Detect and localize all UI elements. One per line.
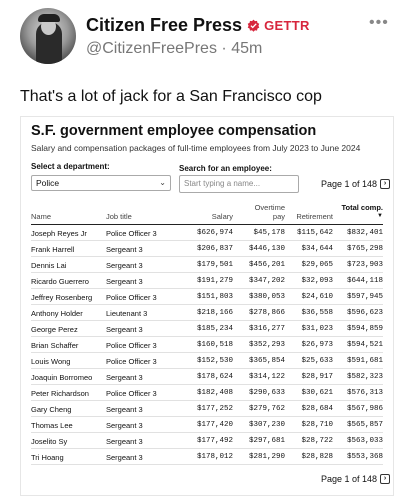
cell-overtime: $281,290: [248, 453, 285, 461]
chevron-right-icon[interactable]: ›: [380, 179, 390, 189]
post-header: [0, 0, 413, 80]
cell-salary: $177,252: [196, 405, 233, 413]
cell-name: Thomas Lee: [31, 421, 73, 430]
cell-retirement: $34,644: [301, 245, 333, 253]
separator: ·: [221, 40, 227, 57]
employee-search-input[interactable]: Start typing a name...: [179, 175, 299, 193]
card-title: S.F. government employee compensation: [31, 123, 317, 139]
cell-job-title: Lieutenant 3: [106, 309, 148, 318]
cell-name: Joseph Reyes Jr: [31, 229, 87, 238]
cell-overtime: $314,122: [248, 373, 285, 381]
platform-label: GETTR: [264, 18, 310, 33]
avatar[interactable]: [20, 8, 76, 64]
cell-total: $594,521: [346, 341, 383, 349]
cell-job-title: Police Officer 3: [106, 357, 157, 366]
cell-total: $597,945: [346, 293, 383, 301]
cell-job-title: Sergeant 3: [106, 373, 143, 382]
cell-total: $565,857: [346, 421, 383, 429]
cell-total: $594,859: [346, 325, 383, 333]
cell-retirement: $28,828: [301, 453, 333, 461]
cell-salary: $177,492: [196, 437, 233, 445]
cell-total: $576,313: [346, 389, 383, 397]
col-name-header[interactable]: Name: [31, 212, 52, 221]
post-text: That's a lot of jack for a San Francisco cop: [20, 88, 322, 105]
cell-overtime: $352,293: [248, 341, 285, 349]
cell-job-title: Sergeant 3: [106, 437, 143, 446]
col-total-header-label: Total comp.: [341, 203, 383, 212]
cell-name: Louis Wong: [31, 357, 71, 366]
table-row: [31, 321, 383, 337]
col-total-header[interactable]: [341, 203, 383, 221]
table-row: [31, 305, 383, 321]
display-name[interactable]: Citizen Free Press: [86, 15, 243, 35]
cell-salary: $160,518: [196, 341, 233, 349]
col-overtime-header-line2: pay: [272, 212, 285, 221]
cell-retirement: $28,917: [301, 373, 333, 381]
cell-overtime: $347,202: [248, 277, 285, 285]
table-header: [31, 201, 383, 225]
cell-job-title: Police Officer 3: [106, 293, 157, 302]
table-row: [31, 257, 383, 273]
table-row: [31, 289, 383, 305]
pager-text: Page 1 of 148: [321, 179, 378, 189]
embedded-image-card[interactable]: [20, 116, 394, 496]
cell-total: $832,401: [346, 229, 383, 237]
cell-job-title: Sergeant 3: [106, 261, 143, 270]
cell-total: $567,986: [346, 405, 383, 413]
cell-overtime: $456,201: [248, 261, 285, 269]
cell-job-title: Police Officer 3: [106, 229, 157, 238]
col-title-header[interactable]: Job title: [106, 212, 132, 221]
pager-bottom: [321, 474, 390, 484]
cell-job-title: Sergeant 3: [106, 277, 143, 286]
cell-total: $765,298: [346, 245, 383, 253]
cell-salary: $178,624: [196, 373, 233, 381]
cell-name: Gary Cheng: [31, 405, 72, 414]
department-select[interactable]: [31, 175, 171, 191]
cell-name: George Perez: [31, 325, 78, 334]
cell-name: Frank Harrell: [31, 245, 75, 254]
cell-overtime: $290,633: [248, 389, 285, 397]
cell-name: Tri Hoang: [31, 453, 64, 462]
cell-overtime: $278,866: [248, 309, 285, 317]
cell-retirement: $32,093: [301, 277, 333, 285]
cell-name: Joselito Sy: [31, 437, 68, 446]
compensation-table: [31, 201, 383, 465]
cell-name: Peter Richardson: [31, 389, 89, 398]
cell-overtime: $380,053: [248, 293, 285, 301]
cell-retirement: $25,633: [301, 357, 333, 365]
col-salary-header[interactable]: Salary: [211, 212, 233, 221]
handle-line: [86, 40, 262, 58]
card-subtitle: Salary and compensation packages of full-time employees from July 2023 to June 2024: [31, 143, 361, 153]
cell-total: $723,903: [346, 261, 383, 269]
table-row: [31, 225, 383, 241]
table-row: [31, 401, 383, 417]
handle[interactable]: @CitizenFreePres: [86, 40, 217, 57]
cell-retirement: $115,642: [296, 229, 333, 237]
cell-name: Brian Schaffer: [31, 341, 79, 350]
cell-salary: $178,012: [196, 453, 233, 461]
table-row: [31, 449, 383, 465]
cell-salary: $191,279: [196, 277, 233, 285]
cell-retirement: $28,710: [301, 421, 333, 429]
cell-job-title: Sergeant 3: [106, 453, 143, 462]
table-row: [31, 369, 383, 385]
pager-top: [321, 179, 390, 189]
cell-job-title: Sergeant 3: [106, 245, 143, 254]
cell-total: $582,323: [346, 373, 383, 381]
cell-overtime: $297,681: [248, 437, 285, 445]
cell-overtime: $45,178: [253, 229, 285, 237]
cell-name: Ricardo Guerrero: [31, 277, 89, 286]
cell-retirement: $29,065: [301, 261, 333, 269]
table-body: [31, 225, 383, 465]
table-row: [31, 385, 383, 401]
cell-retirement: $28,722: [301, 437, 333, 445]
table-row: [31, 353, 383, 369]
department-value: Police: [36, 178, 60, 188]
cell-total: $596,623: [346, 309, 383, 317]
col-retirement-header[interactable]: Retirement: [296, 212, 333, 221]
cell-total: $563,033: [346, 437, 383, 445]
search-label: Search for an employee:: [179, 164, 272, 173]
cell-name: Anthony Holder: [31, 309, 83, 318]
cell-salary: $218,166: [196, 309, 233, 317]
cell-retirement: $28,684: [301, 405, 333, 413]
post-age: 45m: [231, 40, 263, 57]
cell-overtime: $316,277: [248, 325, 285, 333]
cell-retirement: $31,023: [301, 325, 333, 333]
cell-overtime: $307,230: [248, 421, 285, 429]
table-row: [31, 433, 383, 449]
col-overtime-header-line1: Overtime: [254, 203, 285, 212]
avatar-hat: [38, 14, 60, 22]
pager-text-bottom: Page 1 of 148: [321, 474, 378, 484]
chevron-down-icon: ⌄: [159, 178, 166, 187]
cell-salary: $182,408: [196, 389, 233, 397]
cell-salary: $151,803: [196, 293, 233, 301]
verified-badge-icon: [247, 19, 260, 32]
table-row: [31, 241, 383, 257]
more-options-icon[interactable]: •••: [369, 14, 389, 31]
sort-down-icon: ▼: [377, 213, 383, 219]
cell-total: $553,368: [346, 453, 383, 461]
cell-salary: $179,501: [196, 261, 233, 269]
cell-total: $591,681: [346, 357, 383, 365]
table-row: [31, 417, 383, 433]
cell-salary: $177,420: [196, 421, 233, 429]
cell-salary: $152,530: [196, 357, 233, 365]
cell-job-title: Sergeant 3: [106, 405, 143, 414]
table-row: [31, 337, 383, 353]
cell-job-title: Police Officer 3: [106, 389, 157, 398]
cell-overtime: $446,130: [248, 245, 285, 253]
cell-job-title: Sergeant 3: [106, 421, 143, 430]
cell-name: Dennis Lai: [31, 261, 67, 270]
cell-retirement: $24,610: [301, 293, 333, 301]
cell-retirement: $36,558: [301, 309, 333, 317]
cell-total: $644,118: [346, 277, 383, 285]
chevron-right-icon[interactable]: ›: [380, 474, 390, 484]
cell-retirement: $30,621: [301, 389, 333, 397]
department-label: Select a department:: [31, 162, 110, 171]
display-name-row[interactable]: [86, 15, 310, 36]
cell-job-title: Sergeant 3: [106, 325, 143, 334]
cell-overtime: $365,854: [248, 357, 285, 365]
cell-name: Joaquin Borromeo: [31, 373, 93, 382]
table-row: [31, 273, 383, 289]
cell-salary: $626,974: [196, 229, 233, 237]
cell-salary: $206,837: [196, 245, 233, 253]
cell-salary: $185,234: [196, 325, 233, 333]
cell-overtime: $279,762: [248, 405, 285, 413]
cell-job-title: Police Officer 3: [106, 341, 157, 350]
col-overtime-header[interactable]: [255, 203, 285, 221]
cell-retirement: $26,973: [301, 341, 333, 349]
cell-name: Jeffrey Rosenberg: [31, 293, 93, 302]
